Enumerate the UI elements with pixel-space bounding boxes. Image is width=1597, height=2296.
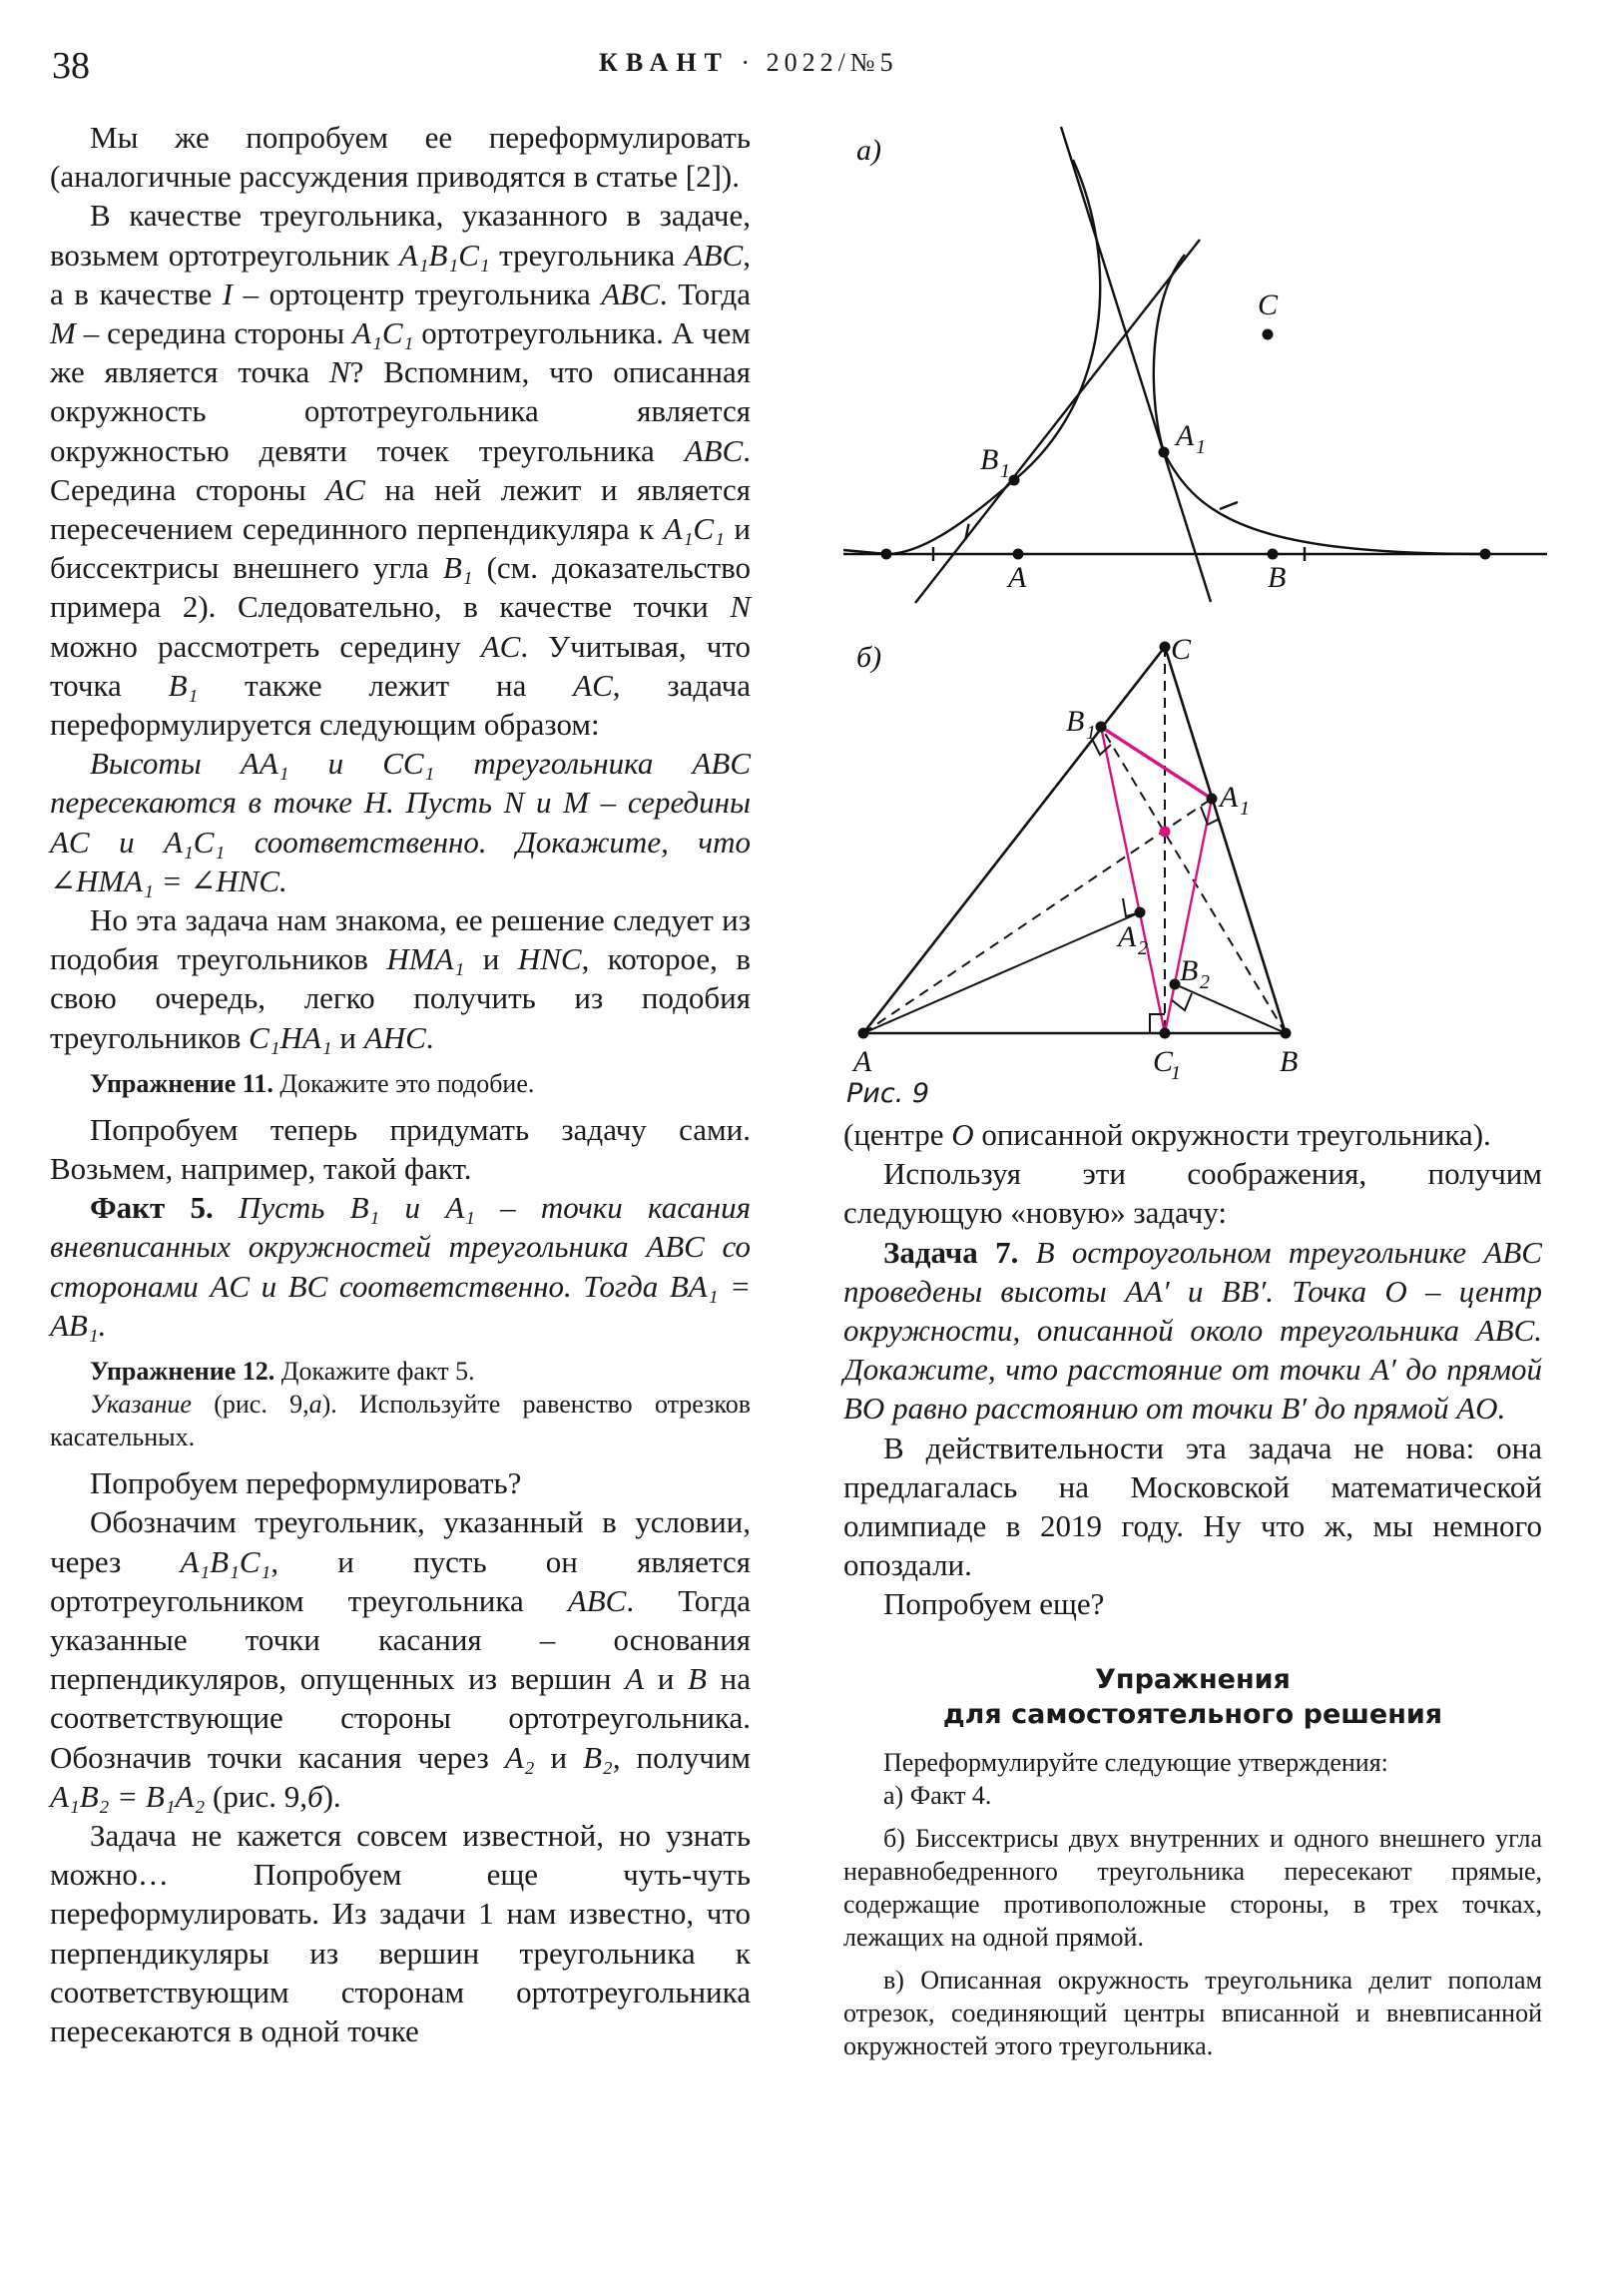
magazine-title: КВАНТ <box>599 48 730 77</box>
section-title: Упражнения для самостоятельного решения <box>942 1663 1443 1730</box>
svg-text:B: B <box>1180 954 1199 987</box>
svg-text:A: A <box>853 1045 872 1078</box>
svg-text:а): а) <box>856 134 881 167</box>
paragraph: Обозначим треугольник, указанный в условии, через A₁B₁C₁, и пусть он является ортотреугольником треугольника ABC. Тогда указанные точки касания – основания перпендикуляров, опущенных из вершин A и B на соответствующие стороны ортотреугольника. Обозначив точки касания через A₂ и B₂, получим A₁B₂ = B₁A₂ (рис. 9,б). <box>50 1504 752 1814</box>
svg-text:1: 1 <box>1240 798 1250 820</box>
panel-b <box>851 633 1298 1084</box>
paragraph: Попробуем еще? <box>883 1586 1105 1622</box>
paragraph: (центре O описанной окружности треугольника). <box>843 1117 1491 1152</box>
running-head <box>599 48 898 78</box>
paragraph: В действительности эта задача не нова: она предлагалась на Московской математической олимпиаде в 2019 году. Ну что ж, мы немного опоздали. <box>843 1430 1542 1583</box>
paragraph: Но эта задача нам знакома, ее решение следует из подобия треугольников HMA₁ и HNC, которое, в свою очередь, легко получить из подобия треугольников C₁HA₁ и AHC. <box>50 902 751 1055</box>
page-number: 38 <box>52 45 90 87</box>
exercise-c: в) Описанная окружность треугольника делит пополам отрезок, соединяющий центры вписанной и вневписанной окружностей этого треугольника. <box>843 1965 1542 2060</box>
right-column <box>843 1115 1542 2062</box>
issue-number: 2022/№5 <box>766 48 898 77</box>
svg-text:B: B <box>1268 561 1287 594</box>
svg-text:1: 1 <box>1086 722 1096 744</box>
paragraph: Используя эти соображения, получим следующую «новую» задачу: <box>843 1156 1542 1231</box>
exercise-a: а) Факт 4. <box>883 1780 992 1810</box>
problem-statement: Высоты AA₁ и CC₁ треугольника ABC пересекаются в точке H. Пусть N и M – середины AC и A₁C₁ соответственно. Докажите, что ∠HMA₁ = ∠HNC. <box>50 746 751 898</box>
svg-text:2: 2 <box>1200 971 1210 993</box>
paragraph: Мы же попробуем ее переформулировать (аналогичные рассуждения приводятся в статье [2]). <box>50 120 751 195</box>
page-header <box>0 40 1597 90</box>
figure-caption: Рис. 9 <box>846 1078 930 1109</box>
task-7: Задача 7. В остроугольном треугольнике ABC проведены высоты AA′ и BB′. Точка O – центр окружности, описанной около треугольника ABC. Докажите, что расстояние от точки A′ до прямой BO равно расстоянию от точки B′ до прямой AO. <box>843 1234 1542 1427</box>
panel-a <box>843 127 1547 603</box>
svg-text:A: A <box>1008 561 1027 594</box>
paragraph: В качестве треугольника, указанного в задаче, возьмем ортотреугольник A₁B₁C₁ треугольника ABC, а в качестве I – ортоцентр треугольника ABC. Тогда M – середина стороны A₁C₁ ортотреугольника. А чем же является точка N? Вспомним, что описанная окружность ортотреугольника является окружностью девяти точек треугольника ABC. Середина стороны AC на ней лежит и является пересечением серединного перпендикуляра к A₁C₁ и биссектрисы внешнего угла B₁ (см. доказательство примера 2). Следовательно, в качестве точки N можно рассмотреть середину AC. Учитывая, что точка B₁ также лежит на AC, задача переформулируется следующим образом: <box>50 198 752 743</box>
paragraph: Попробуем переформулировать? <box>90 1465 522 1501</box>
svg-text:2: 2 <box>1138 937 1148 959</box>
svg-text:C: C <box>1171 633 1192 666</box>
svg-text:B: B <box>1280 1045 1299 1078</box>
svg-text:C: C <box>1153 1045 1174 1078</box>
exercise-11: Упражнение 11. Докажите это подобие. <box>90 1068 535 1098</box>
paragraph: Задача не кажется совсем известной, но узнать можно… Попробуем еще чуть-чуть переформулировать. Из задачи 1 нам известно, что перпендикуляры из вершин треугольника к соответствующим сторонам ортотреугольника пересекаются в одной точке <box>50 1817 751 2048</box>
exercise-b: б) Биссектрисы двух внутренних и одного внешнего угла неравнобедренного треугольника пересекают прямые, содержащие противоположные стороны, в трех точках, лежащих на одной прямой. <box>843 1823 1542 1952</box>
left-column <box>50 118 751 2050</box>
figure-9 <box>828 110 1587 1118</box>
svg-text:B: B <box>1066 705 1085 738</box>
svg-text:б): б) <box>856 641 882 674</box>
svg-text:B: B <box>980 443 999 476</box>
exercises-intro: Переформулируйте следующие утверждения: <box>883 1747 1388 1777</box>
svg-text:1: 1 <box>1196 436 1206 458</box>
header-separator: · <box>741 48 756 77</box>
exercise-12: Упражнение 12. Докажите факт 5. <box>90 1357 475 1387</box>
geometry-diagram <box>828 110 1587 1118</box>
svg-text:C: C <box>1258 288 1279 321</box>
svg-text:A: A <box>1220 781 1239 814</box>
svg-text:1: 1 <box>1171 1062 1181 1084</box>
svg-text:A: A <box>1176 419 1195 452</box>
svg-text:1: 1 <box>1000 460 1010 482</box>
hint: Указание (рис. 9,а). Используйте равенство отрезков касательных. <box>50 1390 751 1452</box>
fact-5: Факт 5. Пусть B₁ и A₁ – точки касания вневписанных окружностей треугольника ABC со сторонами AC и BC соответственно. Тогда BA₁ = AB₁. <box>50 1190 751 1343</box>
svg-text:A: A <box>1118 920 1137 953</box>
paragraph: Попробуем теперь придумать задачу сами. Возьмем, например, такой факт. <box>50 1111 751 1187</box>
